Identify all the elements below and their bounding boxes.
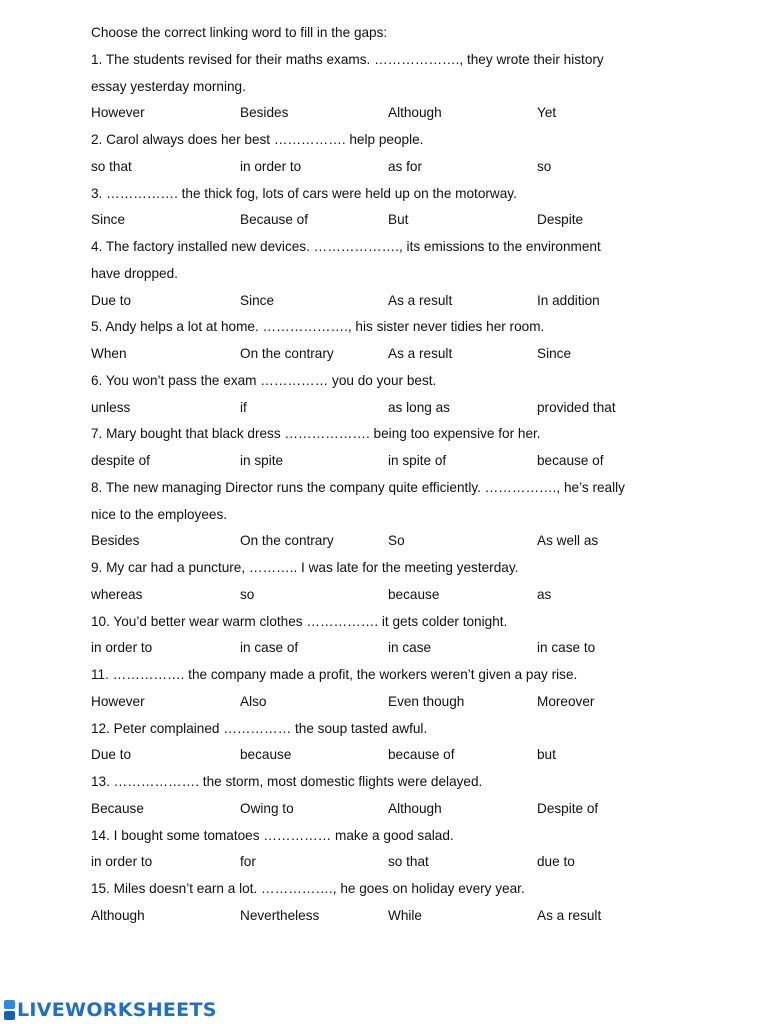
answer-option[interactable]: On the contrary bbox=[240, 533, 334, 549]
answer-options bbox=[91, 635, 691, 662]
brand-footer bbox=[4, 996, 217, 1024]
answer-options bbox=[91, 849, 691, 876]
answer-option[interactable]: in case to bbox=[537, 640, 596, 656]
answer-option[interactable]: On the contrary bbox=[240, 346, 334, 361]
question-text: 8. The new managing Director runs the company quite efficiently. ……………., he’s really bbox=[91, 479, 625, 495]
answer-option[interactable]: unless bbox=[91, 399, 131, 415]
question-12 bbox=[91, 716, 691, 770]
answer-option[interactable]: Because of bbox=[240, 212, 309, 228]
answer-options bbox=[91, 100, 691, 127]
question-text: 14. I bought some tomatoes …………… make a good salad. bbox=[91, 827, 454, 843]
answer-option[interactable]: Although bbox=[388, 105, 442, 121]
answer-option[interactable]: Despite bbox=[537, 212, 584, 228]
question-text: 6. You won’t pass the exam …………… you do your best. bbox=[91, 372, 437, 388]
answer-option[interactable]: Nevertheless bbox=[240, 907, 320, 923]
answer-option[interactable]: Despite of bbox=[537, 800, 599, 816]
answer-option[interactable]: Because bbox=[91, 800, 144, 816]
answer-option[interactable]: due to bbox=[537, 854, 575, 870]
answer-options bbox=[91, 288, 691, 315]
answer-option[interactable]: As a result bbox=[388, 292, 453, 308]
brand-name: LIVEWORKSHEETS bbox=[17, 999, 217, 1021]
answer-option[interactable]: As well as bbox=[537, 533, 599, 549]
answer-option[interactable]: Although bbox=[388, 800, 442, 816]
question-15 bbox=[91, 876, 691, 930]
answer-option[interactable]: As a result bbox=[388, 346, 453, 361]
question-text: 4. The factory installed new devices. ………………., its emissions to the environment bbox=[91, 239, 601, 254]
answer-options bbox=[91, 742, 691, 769]
answer-option[interactable]: Due to bbox=[91, 292, 132, 308]
question-13 bbox=[91, 769, 691, 823]
question-7 bbox=[91, 421, 691, 475]
answer-option[interactable]: but bbox=[537, 747, 556, 763]
answer-option[interactable]: because of bbox=[388, 747, 455, 763]
question-text: 12. Peter complained …………… the soup tasted awful. bbox=[91, 720, 428, 736]
answer-option[interactable]: So bbox=[388, 533, 405, 549]
answer-option[interactable]: While bbox=[388, 907, 422, 923]
question-text: 9. My car had a puncture, ……….. I was late for the meeting yesterday. bbox=[91, 560, 519, 575]
answer-option[interactable]: because of bbox=[537, 453, 604, 468]
answer-option[interactable]: as bbox=[537, 586, 552, 602]
answer-options bbox=[91, 528, 691, 555]
answer-option[interactable]: so that bbox=[388, 854, 429, 870]
answer-option[interactable]: as for bbox=[388, 158, 422, 174]
question-text: 13. ………………. the storm, most domestic flights were delayed. bbox=[91, 774, 483, 789]
question-11 bbox=[91, 662, 691, 716]
worksheet bbox=[91, 20, 691, 930]
answer-option[interactable]: Even though bbox=[388, 693, 465, 709]
question-list bbox=[91, 47, 691, 930]
answer-option[interactable]: because bbox=[240, 747, 292, 763]
question-8 bbox=[91, 475, 691, 555]
answer-options bbox=[91, 689, 691, 716]
answer-option[interactable]: Yet bbox=[537, 105, 557, 121]
answer-option[interactable]: Since bbox=[537, 346, 572, 361]
question-6 bbox=[91, 368, 691, 422]
question-text: 7. Mary bought that black dress ………………. being too expensive for her. bbox=[91, 426, 541, 442]
answer-option[interactable]: Although bbox=[91, 907, 145, 923]
question-text: 11. ……………. the company made a profit, the workers weren’t given a pay rise. bbox=[91, 667, 578, 682]
answer-option[interactable]: in order to bbox=[91, 854, 153, 870]
answer-options bbox=[91, 796, 691, 823]
answer-option[interactable]: Due to bbox=[91, 747, 132, 763]
answer-option[interactable]: However bbox=[91, 105, 145, 121]
question-text: essay yesterday morning. bbox=[91, 78, 246, 94]
answer-option[interactable]: in case of bbox=[240, 640, 299, 656]
answer-option[interactable]: whereas bbox=[91, 586, 143, 602]
answer-options bbox=[91, 207, 691, 234]
answer-option[interactable]: so bbox=[537, 158, 552, 174]
answer-option[interactable]: in spite bbox=[240, 453, 284, 468]
question-9 bbox=[91, 555, 691, 609]
answer-option[interactable]: When bbox=[91, 346, 127, 361]
answer-option[interactable]: so bbox=[240, 586, 255, 602]
answer-option[interactable]: in order to bbox=[240, 158, 302, 174]
answer-option[interactable]: for bbox=[240, 854, 256, 870]
answer-option[interactable]: However bbox=[91, 693, 145, 709]
question-1 bbox=[91, 47, 691, 127]
answer-option[interactable]: Owing to bbox=[240, 800, 294, 816]
answer-option[interactable]: despite of bbox=[91, 453, 150, 468]
answer-option[interactable]: so that bbox=[91, 158, 132, 174]
answer-option[interactable]: Moreover bbox=[537, 693, 595, 709]
liveworksheets-logo-icon bbox=[4, 1000, 15, 1020]
answer-option[interactable]: as long as bbox=[388, 399, 450, 415]
answer-option[interactable]: because bbox=[388, 586, 440, 602]
question-text: 1. The students revised for their maths exams. ………………., they wrote their history bbox=[91, 51, 604, 67]
answer-option[interactable]: in order to bbox=[91, 640, 153, 656]
answer-options bbox=[91, 903, 691, 930]
question-text: 10. You’d better wear warm clothes ……………. it gets colder tonight. bbox=[91, 613, 508, 629]
answer-option[interactable]: in case bbox=[388, 640, 432, 656]
answer-options bbox=[91, 395, 691, 422]
question-text: 5. Andy helps a lot at home. ………………., his sister never tidies her room. bbox=[91, 319, 545, 335]
answer-option[interactable]: Besides bbox=[240, 105, 289, 121]
answer-option[interactable]: As a result bbox=[537, 907, 602, 923]
answer-option[interactable]: Besides bbox=[91, 533, 140, 549]
answer-option[interactable]: Since bbox=[91, 212, 126, 228]
question-2 bbox=[91, 127, 691, 181]
question-text: 15. Miles doesn’t earn a lot. ……………., he goes on holiday every year. bbox=[91, 881, 525, 896]
question-5 bbox=[91, 314, 691, 368]
question-10 bbox=[91, 609, 691, 663]
answer-options bbox=[91, 582, 691, 609]
answer-option[interactable]: In addition bbox=[537, 292, 600, 308]
question-14 bbox=[91, 823, 691, 877]
question-3 bbox=[91, 181, 691, 235]
question-text: 3. ……………. the thick fog, lots of cars were held up on the motorway. bbox=[91, 185, 517, 201]
answer-option[interactable]: Since bbox=[240, 292, 275, 308]
answer-option[interactable]: if bbox=[240, 399, 247, 415]
answer-options bbox=[91, 448, 691, 475]
question-4 bbox=[91, 234, 691, 314]
answer-option[interactable]: Also bbox=[240, 693, 267, 709]
question-text: nice to the employees. bbox=[91, 506, 228, 522]
answer-option[interactable]: in spite of bbox=[388, 453, 447, 468]
answer-option[interactable]: But bbox=[388, 212, 409, 228]
answer-options bbox=[91, 341, 691, 368]
question-text: 2. Carol always does her best ……………. help people. bbox=[91, 132, 424, 147]
answer-option[interactable]: provided that bbox=[537, 399, 616, 415]
instructions: Choose the correct linking word to fill in the gaps: bbox=[91, 25, 388, 40]
question-text: have dropped. bbox=[91, 265, 178, 281]
answer-options bbox=[91, 154, 691, 181]
